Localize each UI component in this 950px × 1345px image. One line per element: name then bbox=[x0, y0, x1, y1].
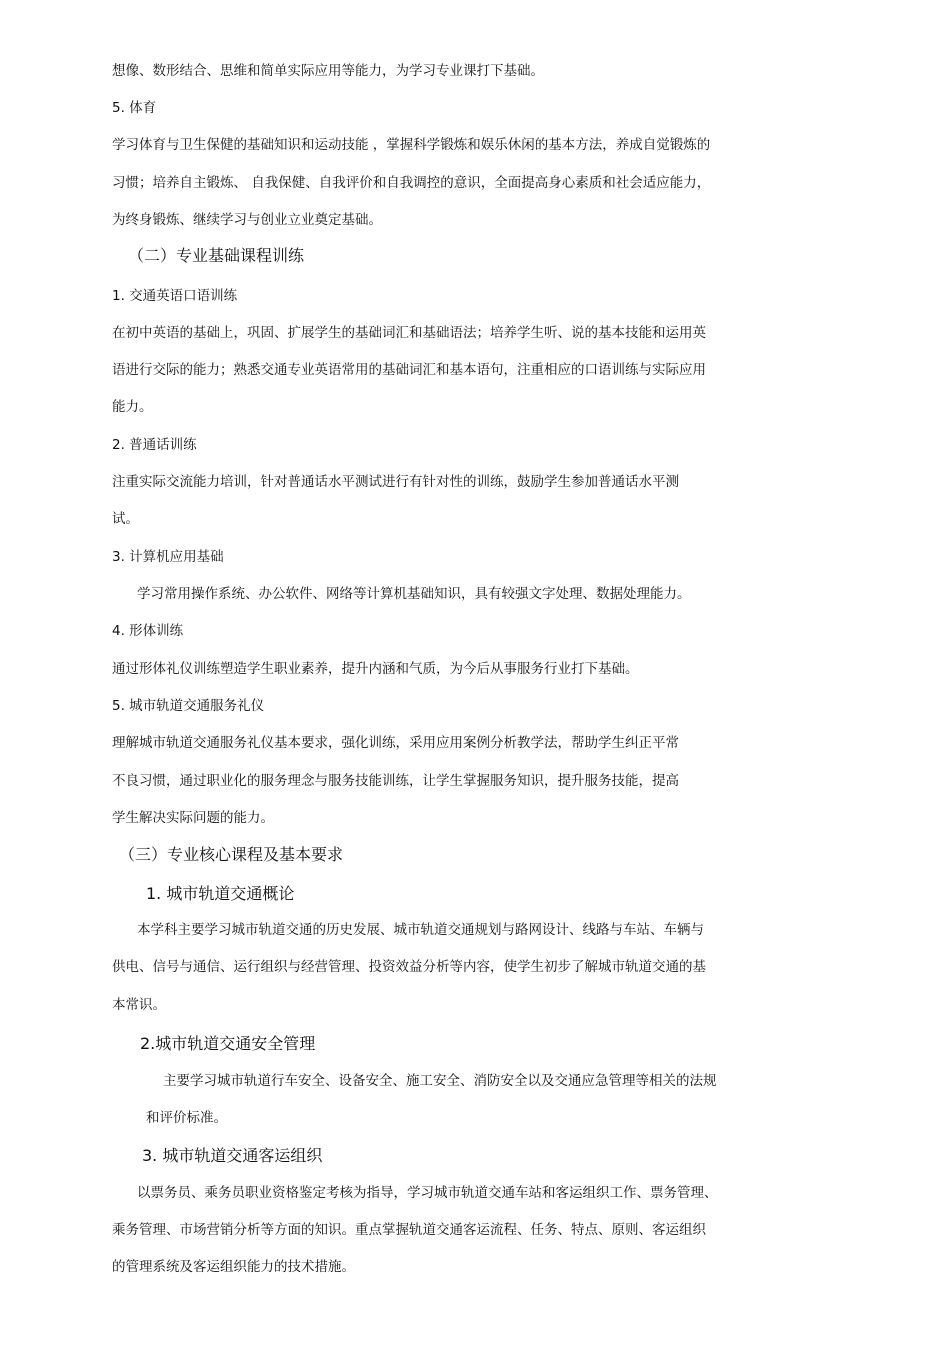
body-line: 乘务管理、市场营销分析等方面的知识。重点掌握轨道交通客运流程、任务、特点、原则、客运组织 bbox=[112, 1222, 706, 1238]
body-line: 在初中英语的基础上，巩固、扩展学生的基础词汇和基础语法；培养学生听、说的基本技能和运用英 bbox=[112, 325, 706, 341]
body-line: 习惯；培养自主锻炼、 自我保健、自我评价和自我调控的意识，全面提高身心素质和社会适应能力， bbox=[112, 175, 711, 191]
body-line: 学习体育与卫生保健的基础知识和运动技能 ，掌握科学锻炼和娱乐休闲的基本方法，养成自觉锻炼的 bbox=[112, 137, 711, 153]
body-line: 学生解决实际问题的能力。 bbox=[112, 810, 274, 826]
section-heading: （三）专业核心课程及基本要求 bbox=[119, 845, 344, 864]
body-line: 供电、信号与通信、运行组织与经营管理、投资效益分析等内容，使学生初步了解城市轨道交通的基 bbox=[112, 959, 706, 975]
body-line: 本学科主要学习城市轨道交通的历史发展、城市轨道交通规划与路网设计、线路与车站、车辆与 bbox=[137, 922, 704, 938]
body-line: 试。 bbox=[112, 511, 139, 527]
body-line: 理解城市轨道交通服务礼仪基本要求，强化训练，采用应用案例分析教学法，帮助学生纠正平常 bbox=[112, 735, 679, 751]
item-heading: 4. 形体训练 bbox=[112, 623, 184, 639]
course-heading: 3. 城市轨道交通客运组织 bbox=[142, 1146, 323, 1165]
body-line: 主要学习城市轨道行车安全、设备安全、施工安全、消防安全以及交通应急管理等相关的法规 bbox=[163, 1073, 717, 1089]
body-line: 本常识。 bbox=[112, 997, 166, 1013]
body-line: 以票务员、乘务员职业资格鉴定考核为指导，学习城市轨道交通车站和客运组织工作、票务管理、 bbox=[137, 1185, 718, 1201]
body-line: 语进行交际的能力；熟悉交通专业英语常用的基础词汇和基本语句，注重相应的口语训练与实际应用 bbox=[112, 362, 706, 378]
course-heading: 2.城市轨道交通安全管理 bbox=[140, 1034, 316, 1053]
section-heading: （二）专业基础课程训练 bbox=[128, 246, 305, 265]
body-line: 的管理系统及客运组织能力的技术措施。 bbox=[112, 1259, 355, 1275]
body-line: 注重实际交流能力培训，针对普通话水平测试进行有针对性的训练，鼓励学生参加普通话水平测 bbox=[112, 474, 679, 490]
body-line: 通过形体礼仪训练塑造学生职业素养，提升内涵和气质，为今后从事服务行业打下基础。 bbox=[112, 661, 639, 677]
item-heading: 2. 普通话训练 bbox=[112, 437, 197, 453]
course-heading: 1. 城市轨道交通概论 bbox=[146, 884, 295, 903]
body-line: 学习常用操作系统、办公软件、网络等计算机基础知识，具有较强文字处理、数据处理能力。 bbox=[137, 586, 691, 602]
body-line: 和评价标准。 bbox=[146, 1110, 227, 1126]
item-heading: 1. 交通英语口语训练 bbox=[112, 288, 238, 304]
item-heading: 5. 城市轨道交通服务礼仪 bbox=[112, 698, 265, 714]
body-line: 能力。 bbox=[112, 399, 153, 415]
body-line: 想像、数形结合、思维和简单实际应用等能力，为学习专业课打下基础。 bbox=[112, 63, 544, 79]
item-heading: 3. 计算机应用基础 bbox=[112, 549, 224, 565]
body-line: 为终身锻炼、继续学习与创业立业奠定基础。 bbox=[112, 212, 382, 228]
body-line: 不良习惯，通过职业化的服务理念与服务技能训练，让学生掌握服务知识，提升服务技能，提高 bbox=[112, 773, 679, 789]
item-heading: 5. 体育 bbox=[112, 100, 157, 116]
